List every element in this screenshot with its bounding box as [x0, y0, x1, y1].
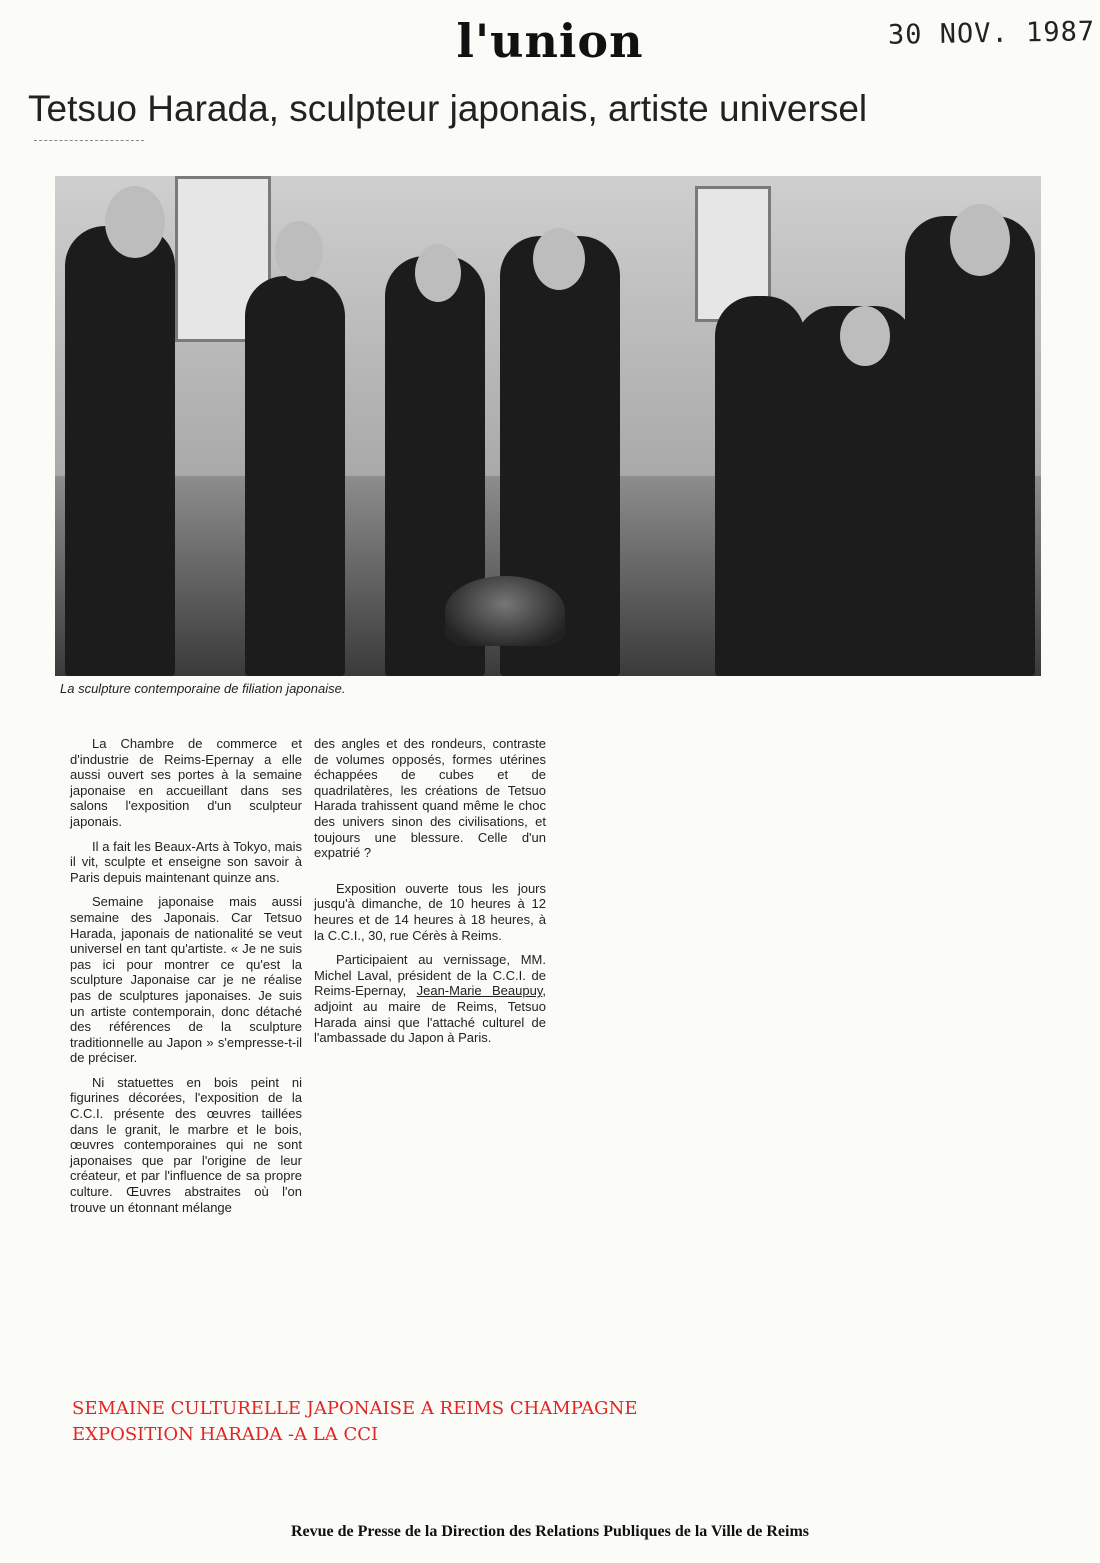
article-paragraph: Il a fait les Beaux-Arts à Tokyo, mais il vit, sculpte et enseigne son savoir à Paris depuis maintenant quinze ans. [70, 838, 302, 885]
article-photo [55, 176, 1041, 676]
photo-person-head [105, 186, 165, 258]
article-paragraph: La Chambre de commerce et d'industrie de Reims-Epernay a elle aussi ouvert ses portes à la semaine japonaise en accueillant dans ses salons l'exposition d'un sculpteur japonais. [70, 736, 302, 829]
article-paragraph: Semaine japonaise mais aussi semaine des Japonais. Car Tetsuo Harada, japonais de nationalité se veut universel en tant qu'artiste. « Je ne suis pas ici pour montrer ce qu'est la sculpture Japonaise car je ne réalise pas de sculptures japonaises. Je suis un artiste contemporain, donc détaché des références de la sculpture traditionnelle au Japon » s'empresse-t-il de préciser. [70, 894, 302, 1066]
article-paragraph [314, 952, 546, 1046]
photo-person-head [533, 228, 585, 290]
press-review-footer: Revue de Presse de la Direction des Relations Publiques de la Ville de Reims [290, 1523, 810, 1540]
article-column-2 [314, 736, 546, 1055]
photo-person [905, 216, 1035, 676]
photo-person [65, 226, 175, 676]
underlined-name: Jean-Marie Beaupuy [416, 983, 543, 999]
photo-person [715, 296, 805, 676]
photo-person-head [415, 244, 461, 302]
article-text: Participaient au vernissage, MM. Michel Laval, président de la C.C.I. de Reims-Epernay, [314, 952, 546, 999]
red-annotation-line-2: EXPOSITION HARADA -A LA CCI [72, 1424, 379, 1445]
article-paragraph: des angles et des rondeurs, contraste de volumes opposés, formes utérines échappées de cubes et de quadrilatères, les créations de Tetsuo Harada trahissent quand même le choc des univers sinon des civilisations, et toujours une blessure. Celle d'un expatrié ? [314, 736, 546, 861]
date-stamp: 30 NOV. 1987 [887, 16, 1096, 51]
article-text: , adjoint au maire de Reims, Tetsuo Harada ainsi que l'attaché culturel de l'ambassade du Japon à Paris. [314, 983, 546, 1046]
newspaper-masthead: l'union [456, 14, 644, 68]
article-paragraph: Exposition ouverte tous les jours jusqu'à dimanche, de 10 heures à 12 heures et de 14 heures à 18 heures, à la C.C.I., 30, rue Cérès à Reims. [314, 880, 546, 943]
scan-mark [34, 140, 144, 142]
article-headline: Tetsuo Harada, sculpteur japonais, artiste universel [28, 88, 868, 129]
photo-person-head [840, 306, 890, 366]
photo-sculpture [445, 576, 565, 646]
photo-person-head [275, 221, 323, 281]
article-paragraph: Ni statuettes en bois peint ni figurines décorées, l'exposition de la C.C.I. présente des œuvres taillées dans le granit, le marbre et le bois, œuvres contemporaines qui ne sont japonaises que par l'origine de leur créateur, et par l'influence de sa propre culture. Œuvres abstraites où l'on trouve un étonnant mélange [70, 1074, 302, 1215]
red-annotation-line-1: SEMAINE CULTURELLE JAPONAISE A REIMS CHAMPAGNE [72, 1398, 638, 1419]
article-column-1 [70, 736, 302, 1224]
photo-person-head [950, 204, 1010, 276]
photo-person [245, 276, 345, 676]
photo-caption: La sculpture contemporaine de filiation japonaise. [60, 681, 346, 696]
